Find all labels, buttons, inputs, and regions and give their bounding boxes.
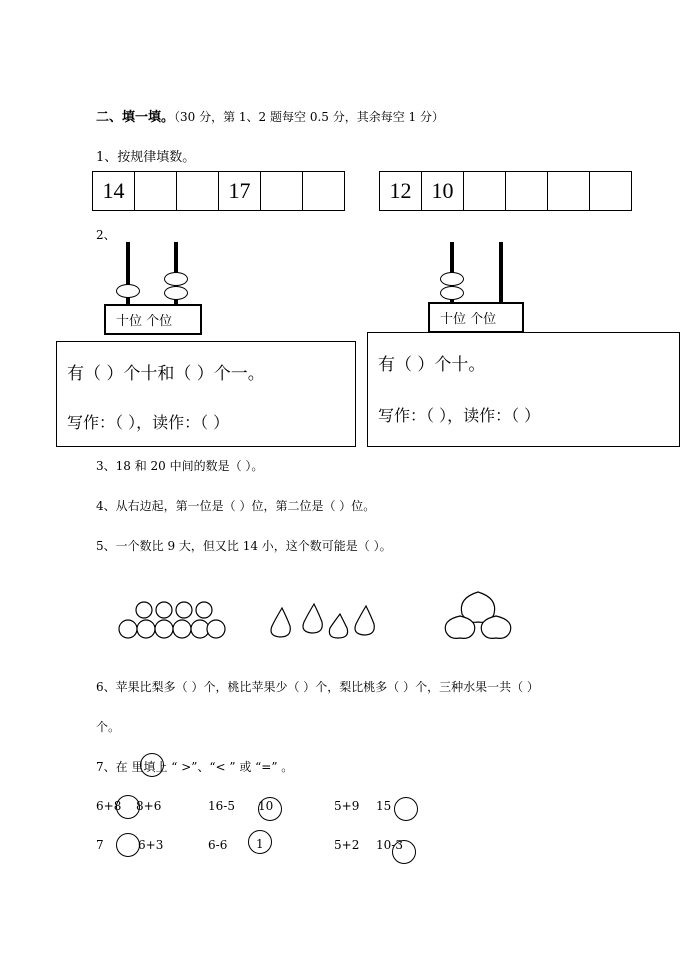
seq-b-cell[interactable] — [590, 172, 631, 210]
comparison-right: 10 — [258, 799, 274, 813]
bead-icon — [116, 284, 140, 298]
answer-box-left — [56, 341, 356, 447]
q5-text: 5、一个数比 9 大，但又比 14 小，这个数可能是（ ）。 — [96, 539, 392, 553]
bead-icon — [164, 272, 188, 286]
seq-b-cell[interactable] — [548, 172, 590, 210]
section-note: （30 分，第 1、2 题每空 0.5 分，其余每空 1 分） — [174, 110, 444, 124]
comparison-right: 8+6 — [136, 799, 162, 813]
comparison-left: 5+9 — [334, 799, 360, 813]
apples-icon — [116, 598, 228, 640]
q3-text: 3、18 和 20 中间的数是（ ）。 — [96, 459, 264, 473]
bead-icon — [440, 286, 464, 300]
answer-line: 写作：（ ），读作：（ ） — [378, 406, 541, 425]
seq-b-cell[interactable] — [464, 172, 506, 210]
seq-a-cell[interactable]: 14 — [93, 172, 135, 210]
seq-b-cell[interactable]: 12 — [380, 172, 422, 210]
answer-line: 有（ ）个十和（ ）个一。 — [67, 364, 265, 384]
bead-icon — [164, 286, 188, 300]
comparison-right: 10-3 — [376, 838, 403, 852]
q7-label: 7、在 里填上 “ >”、“< ” 或 “=” 。 — [96, 760, 294, 774]
q6-line2: 个。 — [96, 720, 121, 734]
comparison-right: 15 — [376, 799, 392, 813]
circle-example-icon — [140, 753, 164, 777]
comparison-left: 16-5 — [208, 799, 235, 813]
answer-line: 有（ ）个十。 — [378, 355, 486, 375]
q4-text: 4、从右边起，第一位是（ ）位，第二位是（ ）位。 — [96, 499, 376, 513]
seq-a-cell[interactable] — [303, 172, 344, 210]
seq-b-cell[interactable]: 10 — [422, 172, 464, 210]
seq-a-cell[interactable]: 17 — [219, 172, 261, 210]
comparison-right: 6+3 — [138, 838, 164, 852]
section-title: 二、填一填。 — [96, 110, 175, 125]
sequence-box-b — [379, 171, 632, 211]
abacus-base: 十位 个位 — [104, 304, 202, 335]
comparison-circle[interactable] — [392, 840, 416, 864]
comparison-circle[interactable] — [116, 833, 140, 857]
bead-icon — [440, 272, 464, 286]
answer-box-right — [367, 332, 680, 447]
comparison-right: 1 — [256, 837, 264, 851]
q6-line1: 6、苹果比梨多（ ）个，桃比苹果少（ ）个，梨比桃多（ ）个，三种水果一共（ ） — [96, 680, 539, 694]
comparison-left: 6-6 — [208, 838, 228, 852]
comparison-left: 6+8 — [96, 799, 122, 813]
seq-b-cell[interactable] — [506, 172, 548, 210]
answer-line: 写作：（ ），读作：（ ） — [67, 413, 230, 432]
peaches-icon — [440, 588, 516, 640]
section-header — [96, 106, 444, 125]
seq-a-cell[interactable] — [135, 172, 177, 210]
sequence-box-a — [92, 171, 345, 211]
comparison-circle[interactable] — [394, 797, 418, 821]
comparison-left: 7 — [96, 838, 104, 852]
q2-label: 2、 — [96, 228, 116, 242]
abacus-base: 十位 个位 — [428, 302, 524, 333]
seq-a-cell[interactable] — [177, 172, 219, 210]
ones-rod — [499, 242, 503, 302]
comparison-left: 5+2 — [334, 838, 360, 852]
q1-label: 1、按规律填数。 — [96, 150, 196, 165]
seq-a-cell[interactable] — [261, 172, 303, 210]
pears-icon — [266, 598, 382, 640]
